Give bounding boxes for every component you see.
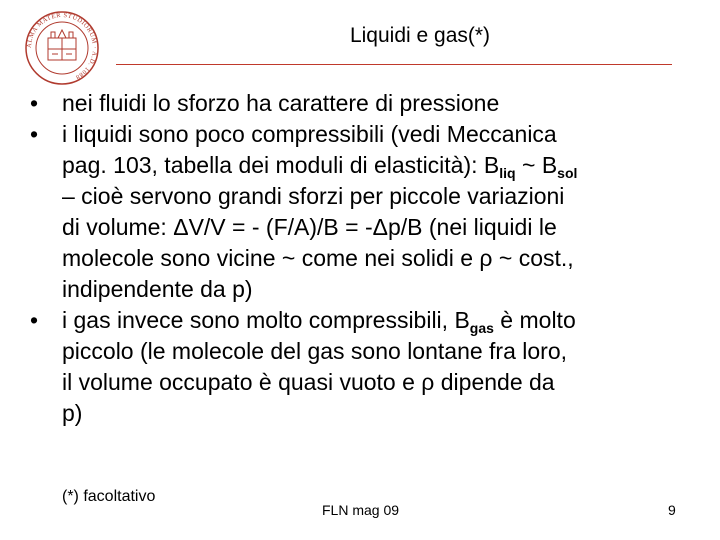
bullet-text: p)	[62, 400, 83, 426]
bullet-item	[28, 305, 698, 429]
title-divider	[116, 64, 672, 65]
bullet-text: pag. 103, tabella dei moduli di elasticità): B	[62, 152, 500, 178]
bullet-text: ~ B	[515, 152, 558, 178]
university-seal-logo	[24, 10, 100, 86]
subscript-text: liq	[499, 165, 516, 181]
footer-course-date: FLN mag 09	[322, 502, 400, 518]
bullet-text: di volume: ΔV/V = - (F/A)/B = -Δp/B (nei liquidi le	[62, 214, 557, 240]
bullet-line	[62, 398, 698, 429]
bullet-text: è molto	[493, 307, 576, 333]
bullet-line	[62, 274, 698, 305]
bullet-line	[62, 336, 698, 367]
subscript-text: gas	[469, 320, 494, 336]
bullet-line	[62, 212, 698, 243]
seal-icon	[24, 10, 100, 86]
bullet-line	[62, 88, 698, 119]
footnote: (*) facoltativo	[62, 488, 156, 505]
subscript-text: sol	[557, 165, 578, 181]
bullet-list	[28, 88, 698, 429]
bullet-line	[62, 243, 698, 274]
page-number: 9	[668, 502, 676, 518]
bullet-text: i liquidi sono poco compressibili (vedi Meccanica	[62, 121, 557, 147]
bullet-text: nei fluidi lo sforzo ha carattere di pressione	[62, 90, 500, 116]
bullet-line	[62, 367, 698, 398]
bullet-text: – cioè servono grandi sforzi per piccole variazioni	[62, 183, 565, 209]
bullet-text: indipendente da p)	[62, 276, 253, 302]
bullet-text: molecole sono vicine ~ come nei solidi e ρ ~ cost.,	[62, 245, 574, 271]
bullet-item	[28, 88, 698, 119]
slide-title: Liquidi e gas(*)	[349, 24, 491, 47]
bullet-item	[28, 119, 698, 305]
bullet-line	[62, 181, 698, 212]
seal-ring-text: ALMA MATER STUDIORUM · A.D. 1088	[25, 11, 99, 81]
bullet-line	[62, 150, 698, 181]
bullet-text: piccolo (le molecole del gas sono lontane fra loro,	[62, 338, 568, 364]
bullet-text: i gas invece sono molto compressibili, B	[62, 307, 470, 333]
bullet-line	[62, 305, 698, 336]
bullet-text: il volume occupato è quasi vuoto e ρ dipende da	[62, 369, 555, 395]
bullet-line	[62, 119, 698, 150]
